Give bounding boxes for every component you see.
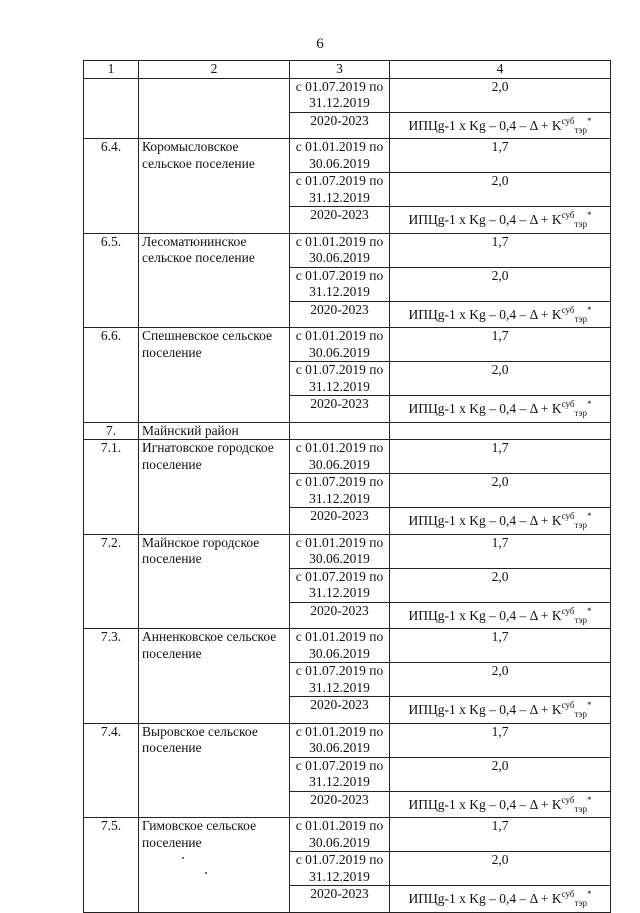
settlement-name: Майнское городское поселение <box>139 534 290 629</box>
settlement-name: Анненковское сельское поселение <box>139 629 290 724</box>
formula-superscript: суб <box>561 794 575 805</box>
row-number: 7.2. <box>84 534 139 629</box>
formula-cell <box>390 207 611 234</box>
tariff-table <box>83 60 611 913</box>
date-range: с 01.01.2019 по 30.06.2019 <box>290 629 390 663</box>
period: 2020-2023 <box>290 508 390 535</box>
header-col-1: 1 <box>84 61 139 79</box>
index-value: 1,7 <box>390 139 611 173</box>
row-number: 7. <box>84 422 139 440</box>
formula-asterisk: * <box>587 794 592 805</box>
index-value: 2,0 <box>390 663 611 697</box>
table-row <box>84 139 611 173</box>
date-range: с 01.07.2019 по 31.12.2019 <box>290 362 390 396</box>
date-range: с 01.01.2019 по 30.06.2019 <box>290 534 390 568</box>
index-value: 2,0 <box>390 852 611 886</box>
header-col-3: 3 <box>290 61 390 79</box>
date-range: с 01.07.2019 по 31.12.2019 <box>290 173 390 207</box>
formula-cell <box>390 791 611 818</box>
period: 2020-2023 <box>290 886 390 913</box>
header-row <box>84 61 611 79</box>
row-number: 6.4. <box>84 139 139 234</box>
formula-main: ИПЦg-1 x Kg – 0,4 – Δ + K <box>408 702 562 717</box>
index-value: 1,7 <box>390 723 611 757</box>
formula-cell <box>390 112 611 139</box>
formula-subscript: тэр <box>574 520 588 530</box>
date-range: с 01.07.2019 по 31.12.2019 <box>290 267 390 301</box>
formula-subscript: тэр <box>574 709 588 719</box>
date-range: с 01.01.2019 по 30.06.2019 <box>290 723 390 757</box>
settlement-name: Коромысловское сельское поселение <box>139 139 290 234</box>
formula-asterisk: * <box>587 399 592 409</box>
formula-main: ИПЦg-1 x Kg – 0,4 – Δ + K <box>408 513 562 528</box>
header-col-2: 2 <box>139 61 290 79</box>
empty-cell <box>390 422 611 440</box>
index-value: 1,7 <box>390 440 611 474</box>
settlement-name: Выровское сельское поселение <box>139 723 290 818</box>
district-name: Майнский район <box>139 422 290 440</box>
settlement-name: Игнатовское городское поселение <box>139 440 290 535</box>
formula-main: ИПЦg-1 x Kg – 0,4 – Δ + K <box>408 212 562 227</box>
formula-subscript: тэр <box>574 313 588 324</box>
formula-subscript: тэр <box>574 803 588 814</box>
date-range: с 01.01.2019 по 30.06.2019 <box>290 139 390 173</box>
formula-asterisk: * <box>587 889 592 899</box>
formula-cell <box>390 396 611 423</box>
formula-superscript: суб <box>561 511 575 521</box>
formula-superscript: суб <box>561 304 575 315</box>
period: 2020-2023 <box>290 791 390 818</box>
page-number: 6 <box>316 36 324 52</box>
formula-subscript: тэр <box>574 219 588 229</box>
settlement-name: Лесоматюнинское сельское поселение <box>139 233 290 328</box>
formula-cell <box>390 301 611 328</box>
table-row <box>84 818 611 852</box>
index-value: 2,0 <box>390 362 611 396</box>
index-value: 1,7 <box>390 328 611 362</box>
date-range: с 01.07.2019 по 31.12.2019 <box>290 852 390 886</box>
formula-main: ИПЦg-1 x Kg – 0,4 – Δ + K <box>408 607 562 623</box>
index-value: 2,0 <box>390 757 611 791</box>
scan-speck <box>205 872 207 874</box>
index-value: 2,0 <box>390 568 611 602</box>
period: 2020-2023 <box>290 207 390 234</box>
date-range: с 01.07.2019 по 31.12.2019 <box>290 78 390 112</box>
formula-cell <box>390 508 611 535</box>
date-range: с 01.07.2019 по 31.12.2019 <box>290 474 390 508</box>
row-number: 6.6. <box>84 328 139 423</box>
section-row <box>84 422 611 440</box>
date-range: с 01.01.2019 по 30.06.2019 <box>290 328 390 362</box>
date-range: с 01.01.2019 по 30.06.2019 <box>290 818 390 852</box>
table-row <box>84 534 611 568</box>
settlement-name: Спешневское сельское поселение <box>139 328 290 423</box>
table-row <box>84 440 611 474</box>
empty-cell <box>139 78 290 139</box>
row-number: 6.5. <box>84 233 139 328</box>
period: 2020-2023 <box>290 396 390 423</box>
scan-speck <box>182 857 184 859</box>
formula-main: ИПЦg-1 x Kg – 0,4 – Δ + K <box>408 401 562 416</box>
row-number: 7.4. <box>84 723 139 818</box>
empty-cell <box>290 422 390 440</box>
formula-main: ИПЦg-1 x Kg – 0,4 – Δ + K <box>408 796 562 812</box>
date-range: с 01.07.2019 по 31.12.2019 <box>290 568 390 602</box>
table-row <box>84 723 611 757</box>
row-number: 7.5. <box>84 818 139 913</box>
table-row <box>84 328 611 362</box>
period: 2020-2023 <box>290 112 390 139</box>
formula-subscript: тэр <box>574 898 588 908</box>
period: 2020-2023 <box>290 301 390 328</box>
row-number: 7.3. <box>84 629 139 724</box>
table-row <box>84 233 611 267</box>
index-value: 1,7 <box>390 629 611 663</box>
formula-main: ИПЦg-1 x Kg – 0,4 – Δ + K <box>408 306 562 322</box>
header-col-4: 4 <box>390 61 611 79</box>
date-range: с 01.01.2019 по 30.06.2019 <box>290 440 390 474</box>
index-value: 2,0 <box>390 267 611 301</box>
formula-superscript: суб <box>561 889 575 899</box>
date-range: с 01.01.2019 по 30.06.2019 <box>290 233 390 267</box>
formula-cell <box>390 602 611 629</box>
index-value: 2,0 <box>390 173 611 207</box>
formula-asterisk: * <box>587 210 592 220</box>
row-number: 7.1. <box>84 440 139 535</box>
formula-main: ИПЦg-1 x Kg – 0,4 – Δ + K <box>408 891 562 906</box>
index-value: 1,7 <box>390 534 611 568</box>
formula-asterisk: * <box>587 605 592 616</box>
formula-subscript: тэр <box>574 124 588 135</box>
formula-asterisk: * <box>587 115 592 126</box>
formula-main: ИПЦg-1 x Kg – 0,4 – Δ + K <box>408 117 562 133</box>
table-row <box>84 629 611 663</box>
index-value: 2,0 <box>390 78 611 112</box>
period: 2020-2023 <box>290 602 390 629</box>
formula-cell <box>390 886 611 913</box>
date-range: с 01.07.2019 по 31.12.2019 <box>290 663 390 697</box>
formula-superscript: суб <box>561 399 575 409</box>
formula-subscript: тэр <box>574 614 588 625</box>
formula-cell <box>390 697 611 724</box>
empty-cell <box>84 78 139 139</box>
formula-asterisk: * <box>587 700 592 710</box>
formula-asterisk: * <box>587 511 592 521</box>
settlement-name: Гимовское сельское поселение <box>139 818 290 913</box>
table-row <box>84 78 611 112</box>
formula-subscript: тэр <box>574 408 588 418</box>
formula-superscript: суб <box>561 115 575 126</box>
formula-superscript: суб <box>561 700 575 710</box>
formula-superscript: суб <box>561 210 575 220</box>
index-value: 2,0 <box>390 474 611 508</box>
period: 2020-2023 <box>290 697 390 724</box>
date-range: с 01.07.2019 по 31.12.2019 <box>290 757 390 791</box>
index-value: 1,7 <box>390 233 611 267</box>
index-value: 1,7 <box>390 818 611 852</box>
formula-asterisk: * <box>587 304 592 315</box>
formula-superscript: суб <box>561 605 575 616</box>
